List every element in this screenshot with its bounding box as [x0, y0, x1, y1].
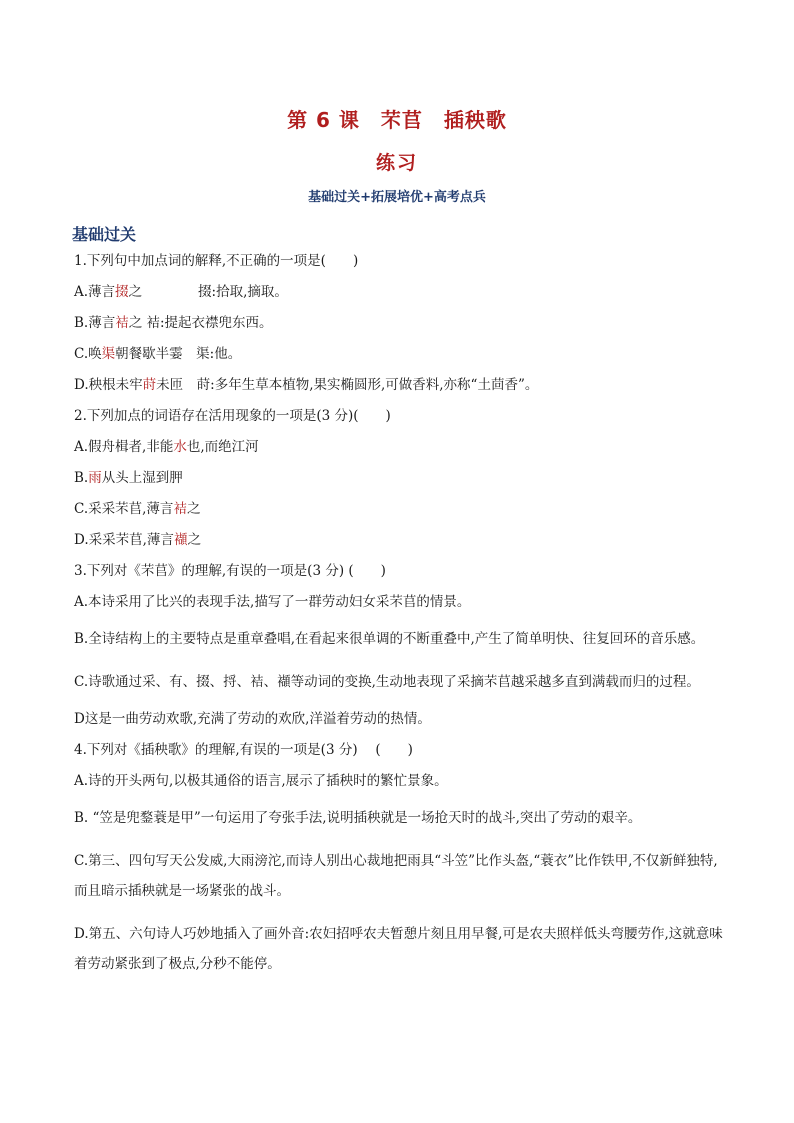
- q1-a-pre: A.薄言: [74, 284, 116, 300]
- q2-d-pre: D.采采芣苢,薄言: [74, 532, 174, 548]
- q2-c-dotted-word: 袺: [173, 501, 187, 517]
- exercise-subtitle: 练习: [375, 152, 418, 174]
- q2-a-pre: A.假舟楫者,非能: [74, 439, 174, 455]
- q2-a-dotted-word: 水: [173, 439, 187, 455]
- q1-stem: 1.下列句中加点词的解释,不正确的一项是( ): [74, 253, 359, 269]
- q1-option-d: [74, 376, 726, 407]
- q1-a-explanation: 掇:拾取,摘取。: [198, 284, 288, 300]
- q2-option-c: [74, 500, 726, 531]
- q1-c-dotted-word: 渠: [101, 346, 116, 362]
- q4-option-b: B. “笠是兜鍪蓑是甲”一句运用了夸张手法,说明插秧就是一场抢天时的战斗,突出了劳动的艰辛。: [74, 810, 642, 826]
- q1-d-dotted-word: 莳: [142, 377, 157, 393]
- q1-option-a: [74, 283, 726, 314]
- q3-option-b: B.全诗结构上的主要特点是重章叠唱,在看起来很单调的不断重叠中,产生了简单明快、往复回环的音乐感。: [74, 631, 705, 647]
- q2-option-a: [74, 438, 726, 469]
- lesson-title: 第 6 课 芣苢 插秧歌: [287, 108, 507, 132]
- q1-b-pre: B.薄言: [74, 315, 116, 331]
- q2-option-b: [74, 469, 726, 500]
- q2-c-post: 之: [186, 501, 201, 517]
- q1-b-post: 之 袺:提起衣襟兜东西。: [128, 315, 273, 331]
- q1-a-post: 之: [128, 284, 143, 300]
- question-body: [74, 252, 726, 992]
- section-heading: 基础过关: [72, 225, 137, 244]
- q3-option-c: C.诗歌通过采、有、掇、捋、袺、襭等动词的变换,生动地表现了采摘芣苢越采越多直到满载而归的过程。: [74, 674, 700, 690]
- q2-d-post: 之: [187, 532, 201, 548]
- q4-stem: 4.下列对《插秧歌》的理解,有误的一项是(3 分) ( ): [74, 742, 413, 758]
- q4-option-c: C.第三、四句写天公发威,大雨滂沱,而诗人别出心裁地把雨具“斗笠”比作头盔,“蓑衣”比作铁甲,不仅新鲜独特,而且暗示插秧就是一场紧张的战斗。: [74, 853, 718, 899]
- q1-option-c: [74, 345, 726, 376]
- q1-d-post: 未匝 莳:多年生草本植物,果实椭圆形,可做香料,亦称“土茴香”。: [156, 377, 539, 393]
- q2-b-dotted-word: 雨: [88, 470, 102, 486]
- q2-d-dotted-word: 襭: [173, 532, 188, 548]
- q3-stem: 3.下列对《芣苢》的理解,有误的一项是(3 分) ( ): [74, 563, 386, 579]
- q1-c-post: 朝餐歇半霎 渠:他。: [115, 346, 242, 362]
- q1-a-dotted-word: 掇: [115, 284, 129, 300]
- q4-option-d: D.第五、六句诗人巧妙地插入了画外音:农妇招呼农夫暂憩片刻且用早餐,可是农夫照样低头弯腰劳作,这就意味着劳动紧张到了极点,分秒不能停。: [74, 926, 723, 972]
- q2-b-post: 从头上湿到胛: [101, 470, 183, 486]
- q1-c-pre: C.唤: [74, 346, 102, 362]
- q2-stem: 2.下列加点的词语存在活用现象的一项是(3 分)( ): [74, 408, 391, 424]
- q1-d-pre: D.秧根未牢: [74, 377, 143, 393]
- q1-b-dotted-word: 袺: [115, 315, 129, 331]
- tagline: 基础过关+拓展培优+高考点兵: [308, 190, 486, 205]
- q1-option-b: [74, 314, 726, 345]
- q4-option-a: A.诗的开头两句,以极其通俗的语言,展示了插秧时的繁忙景象。: [74, 773, 448, 789]
- q3-option-d: D这是一曲劳动欢歌,充满了劳动的欢欣,洋溢着劳动的热情。: [74, 711, 431, 727]
- q2-a-post: 也,而绝江河: [186, 439, 259, 455]
- q2-c-pre: C.采采芣苢,薄言: [74, 501, 174, 517]
- q3-option-a: A.本诗采用了比兴的表现手法,描写了一群劳动妇女采芣苢的情景。: [74, 594, 471, 610]
- q2-b-pre: B.: [74, 470, 89, 486]
- q2-option-d: [74, 531, 726, 562]
